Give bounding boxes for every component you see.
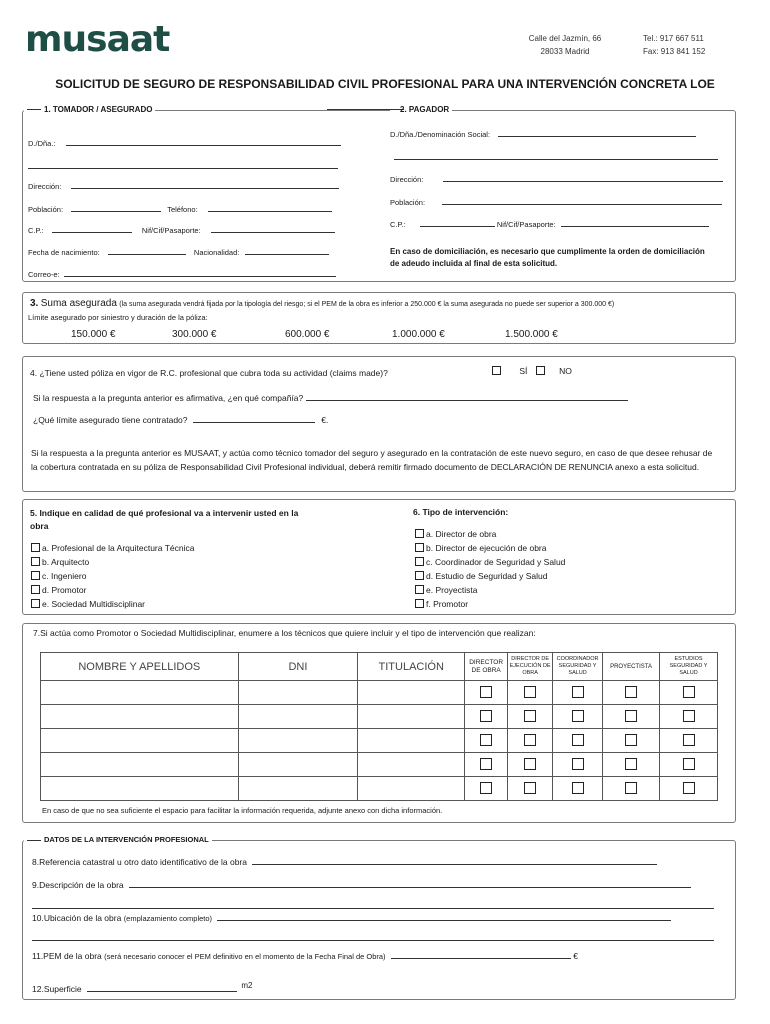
pagador-name-row — [390, 130, 696, 139]
tomador-birth-label: Fecha de nacimiento: — [28, 248, 100, 257]
pagador-name-field[interactable] — [498, 136, 696, 137]
description-field[interactable] — [129, 887, 691, 888]
pagador-name-line-2[interactable] — [394, 152, 718, 162]
section-7-title: 7.Si actúa como Promotor o Sociedad Multidisciplinar, enumere a los técnicos que quiere incluir y el tipo de intervención que realizan: — [33, 628, 536, 638]
company-question: Si la respuesta a la pregunta anterior es afirmativa, ¿en qué compañía? — [33, 393, 304, 403]
tomador-nationality-field[interactable] — [245, 254, 329, 255]
checkbox[interactable] — [415, 557, 424, 566]
col-dej-header: DIRECTOR DE EJECUCIÓN DE OBRA — [508, 653, 553, 681]
address-line-1: Calle del Jazmín, 66 — [528, 34, 602, 43]
col-title-header: TITULACIÓN — [358, 653, 465, 681]
tomador-email-row — [28, 270, 336, 279]
fax: Fax: 913 841 152 — [643, 47, 706, 56]
title-cell[interactable] — [358, 729, 465, 753]
title-cell[interactable] — [358, 681, 465, 705]
section-3-title: Suma asegurada — [40, 298, 117, 309]
pagador-address-label: Dirección: — [390, 175, 424, 184]
table-row — [41, 777, 718, 801]
table-row — [41, 729, 718, 753]
pagador-zip-row — [390, 220, 709, 229]
section-3-note: (la suma asegurada vendrá fijada por la tipología del riesgo; si el PEM de la obra es inferior a 250.000 € la suma asegurada no puede ser superior a 300.000 €) — [119, 301, 615, 308]
col-dni-header: DNI — [238, 653, 358, 681]
pagador-city-field[interactable] — [442, 204, 722, 205]
pem-row — [32, 951, 578, 961]
tomador-birth-field[interactable] — [108, 254, 186, 255]
checkbox[interactable] — [415, 599, 424, 608]
pagador-address-field[interactable] — [443, 181, 723, 182]
table-row — [41, 753, 718, 777]
company-field[interactable] — [306, 400, 628, 401]
pagador-city-label: Población: — [390, 198, 426, 207]
dni-cell[interactable] — [238, 753, 358, 777]
technicians-table — [40, 652, 718, 801]
description-line-2[interactable] — [32, 901, 714, 911]
no-checkbox[interactable] — [536, 366, 545, 375]
surface-row — [32, 981, 253, 994]
checkbox[interactable] — [625, 758, 637, 770]
limit-field[interactable] — [193, 422, 315, 423]
cadastral-field[interactable] — [252, 864, 657, 865]
checkbox[interactable] — [480, 686, 492, 698]
checkbox[interactable] — [572, 758, 584, 770]
checkbox[interactable] — [683, 758, 695, 770]
checkbox[interactable] — [31, 599, 40, 608]
section-3-number: 3. — [30, 298, 39, 309]
name-cell[interactable] — [41, 777, 239, 801]
tomador-zip-label: C.P.: — [28, 226, 44, 235]
pagador-address-row — [390, 175, 723, 184]
location-note: (emplazamiento completo) — [123, 914, 213, 923]
company-address — [520, 32, 610, 58]
location-field[interactable] — [217, 920, 671, 921]
musaat-renunciation-note: Si la respuesta a la pregunta anterior es MUSAAT, y actúa como técnico tomador del seguro y asegurado en la contratación de este nuevo seguro, en caso de que desee rehusar de la cobertura contratada en su póliza de Responsabilidad Civil Profesional individual, deberá remitir firmado documento de DECLARACIÓN DE RENUNCIA anexo a esta solicitud. — [31, 448, 713, 472]
checkbox[interactable] — [415, 543, 424, 552]
name-cell[interactable] — [41, 681, 239, 705]
col-dir-header: DIRECTOR DE OBRA — [465, 653, 508, 681]
checkbox[interactable] — [524, 710, 536, 722]
description-row — [32, 880, 691, 890]
pagador-zip-label: C.P.: — [390, 220, 406, 229]
no-label: NO — [559, 366, 572, 376]
checkbox[interactable] — [683, 710, 695, 722]
checkbox[interactable] — [480, 734, 492, 746]
checkbox[interactable] — [31, 557, 40, 566]
col-coord-header: COORDINADOR SEGURIDAD Y SALUD — [553, 653, 603, 681]
tomador-city-label: Población: — [28, 205, 64, 214]
amount-option-150000[interactable]: 150.000 € — [71, 329, 116, 340]
col-name-header: NOMBRE Y APELLIDOS — [41, 653, 239, 681]
checkbox[interactable] — [524, 734, 536, 746]
limit-question-row — [33, 415, 328, 425]
tomador-email-field[interactable] — [64, 276, 336, 277]
surface-unit: m2 — [241, 981, 253, 990]
checkbox[interactable] — [683, 686, 695, 698]
yes-no-options — [492, 366, 572, 376]
checkbox[interactable] — [524, 782, 536, 794]
direct-debit-note: En caso de domiciliación, es necesario que cumplimente la orden de domiciliación de adeudo incluida al final de esta solicitud. — [390, 247, 705, 268]
dni-cell[interactable] — [238, 681, 358, 705]
pagador-nif-field[interactable] — [561, 226, 709, 227]
option-estudio-seguridad[interactable]: d. Estudio de Seguridad y Salud — [415, 569, 565, 583]
page-title: SOLICITUD DE SEGURO DE RESPONSABILIDAD CIVIL PROFESIONAL PARA UNA INTERVENCIÓN CONCRETA LOE — [55, 77, 715, 91]
cadastral-row — [32, 857, 657, 867]
amount-option-300000[interactable]: 300.000 € — [172, 329, 217, 340]
tomador-city-row — [28, 205, 332, 214]
tomador-name-line-2[interactable] — [28, 161, 338, 171]
checkbox[interactable] — [625, 782, 637, 794]
name-cell[interactable] — [41, 705, 239, 729]
section-6-options — [415, 527, 565, 611]
checkbox[interactable] — [572, 782, 584, 794]
option-director-obra[interactable]: a. Director de obra — [415, 527, 565, 541]
section-5-options — [31, 541, 194, 611]
section-1-title: 1. TOMADOR / ASEGURADO — [24, 105, 155, 114]
pem-note: (será necesario conocer el PEM definitivo en el momento de la Fecha Final de Obra) — [104, 952, 386, 961]
section-3-heading — [30, 298, 614, 309]
checkbox[interactable] — [415, 571, 424, 580]
telephone: Tel.: 917 667 511 — [643, 34, 704, 43]
tomador-address-label: Dirección: — [28, 182, 62, 191]
tomador-zip-field[interactable] — [52, 232, 132, 233]
yes-label: SÍ — [519, 366, 528, 376]
name-cell[interactable] — [41, 753, 239, 777]
location-label: 10.Ubicación de la obra — [32, 913, 122, 923]
tomador-nif-field[interactable] — [211, 232, 335, 233]
pagador-nif-label: Nif/Cif/Pasaporte: — [496, 220, 556, 229]
tomador-phone-field[interactable] — [208, 211, 332, 212]
title-cell[interactable] — [358, 777, 465, 801]
pem-currency: € — [573, 951, 579, 961]
checkbox[interactable] — [683, 782, 695, 794]
pem-label: 11.PEM de la obra — [32, 951, 102, 961]
musaat-logo: musaat — [25, 19, 170, 60]
tomador-address-row — [28, 182, 339, 191]
dni-cell[interactable] — [238, 705, 358, 729]
tomador-phone-label: Teléfono: — [167, 205, 198, 214]
title-cell[interactable] — [358, 753, 465, 777]
tomador-address-field[interactable] — [71, 188, 339, 189]
pagador-name-label: D./Dña./Denominación Social: — [390, 130, 491, 139]
tomador-birth-row — [28, 248, 329, 257]
option-director-ejecucion[interactable]: b. Director de ejecución de obra — [415, 541, 565, 555]
tomador-zip-row — [28, 226, 335, 235]
limit-question: ¿Qué límite asegurado tiene contratado? — [33, 415, 188, 425]
checkbox[interactable] — [524, 686, 536, 698]
checkbox[interactable] — [572, 710, 584, 722]
tomador-nationality-label: Nacionalidad: — [193, 248, 240, 257]
checkbox[interactable] — [625, 710, 637, 722]
option-promotor-6[interactable]: f. Promotor — [415, 597, 565, 611]
pagador-city-row — [390, 198, 722, 207]
surface-field[interactable] — [87, 991, 237, 992]
location-row — [32, 913, 671, 923]
table-header-row — [41, 653, 718, 681]
section-6-title: 6. Tipo de intervención: — [413, 507, 509, 517]
option-arquitecto[interactable]: b. Arquitecto — [31, 555, 194, 569]
company-question-row — [33, 393, 628, 403]
tomador-name-row — [28, 139, 341, 148]
col-est-header: ESTUDIOS SEGURIDAD Y SALUD — [660, 653, 718, 681]
amount-option-1500000[interactable]: 1.500.000 € — [505, 329, 558, 340]
dni-cell[interactable] — [238, 777, 358, 801]
tomador-city-field[interactable] — [71, 211, 161, 212]
name-cell[interactable] — [41, 729, 239, 753]
dni-cell[interactable] — [238, 729, 358, 753]
option-sociedad-multidisciplinar[interactable]: e. Sociedad Multidisciplinar — [31, 597, 194, 611]
policy-question: 4. ¿Tiene usted póliza en vigor de R.C. profesional que cubra toda su actividad (claims made)? — [30, 368, 388, 378]
pem-field[interactable] — [391, 958, 571, 959]
checkbox[interactable] — [480, 710, 492, 722]
option-coordinador[interactable]: c. Coordinador de Seguridad y Salud — [415, 555, 565, 569]
section-2-title: 2. PAGADOR — [390, 105, 452, 114]
checkbox[interactable] — [683, 734, 695, 746]
checkbox[interactable] — [415, 585, 424, 594]
checkbox[interactable] — [31, 585, 40, 594]
checkbox[interactable] — [625, 734, 637, 746]
address-line-2: 28033 Madrid — [540, 47, 590, 56]
cadastral-label: 8.Referencia catastral u otro dato identificativo de la obra — [32, 857, 247, 867]
company-contact — [643, 32, 705, 58]
checkbox[interactable] — [480, 758, 492, 770]
amount-option-1000000[interactable]: 1.000.000 € — [392, 329, 445, 340]
description-label: 9.Descripción de la obra — [32, 880, 124, 890]
option-arquitectura-tecnica[interactable]: a. Profesional de la Arquitectura Técnica — [31, 541, 194, 555]
tomador-nif-label: Nif/Cif/Pasaporte: — [141, 226, 201, 235]
checkbox[interactable] — [572, 734, 584, 746]
table-footnote: En caso de que no sea suficiente el espacio para facilitar la información requerida, adjunte anexo con dicha información. — [42, 806, 443, 815]
section-8-title: DATOS DE LA INTERVENCIÓN PROFESIONAL — [24, 835, 212, 844]
option-promotor[interactable]: d. Promotor — [31, 583, 194, 597]
table-row — [41, 705, 718, 729]
table-row — [41, 681, 718, 705]
location-line-2[interactable] — [32, 933, 714, 943]
amount-option-600000[interactable]: 600.000 € — [285, 329, 330, 340]
option-proyectista[interactable]: e. Proyectista — [415, 583, 565, 597]
checkbox[interactable] — [31, 543, 40, 552]
checkbox[interactable] — [480, 782, 492, 794]
title-cell[interactable] — [358, 705, 465, 729]
tomador-name-field[interactable] — [66, 145, 341, 146]
checkbox[interactable] — [625, 686, 637, 698]
tomador-name-label: D./Dña.: — [28, 139, 56, 148]
surface-label: 12.Superficie — [32, 984, 82, 994]
limit-note: Límite asegurado por siniestro y duración de la póliza: — [28, 313, 208, 322]
checkbox[interactable] — [572, 686, 584, 698]
yes-checkbox[interactable] — [492, 366, 501, 375]
checkbox[interactable] — [415, 529, 424, 538]
section-5-title: 5. Indique en calidad de qué profesional va a intervenir usted en la obra — [30, 508, 299, 531]
col-proj-header: PROYECTISTA — [603, 653, 660, 681]
pagador-zip-field[interactable] — [420, 226, 495, 227]
limit-suffix: €. — [321, 415, 329, 425]
option-ingeniero[interactable]: c. Ingeniero — [31, 569, 194, 583]
checkbox[interactable] — [31, 571, 40, 580]
tomador-email-label: Correo-e: — [28, 270, 60, 279]
checkbox[interactable] — [524, 758, 536, 770]
